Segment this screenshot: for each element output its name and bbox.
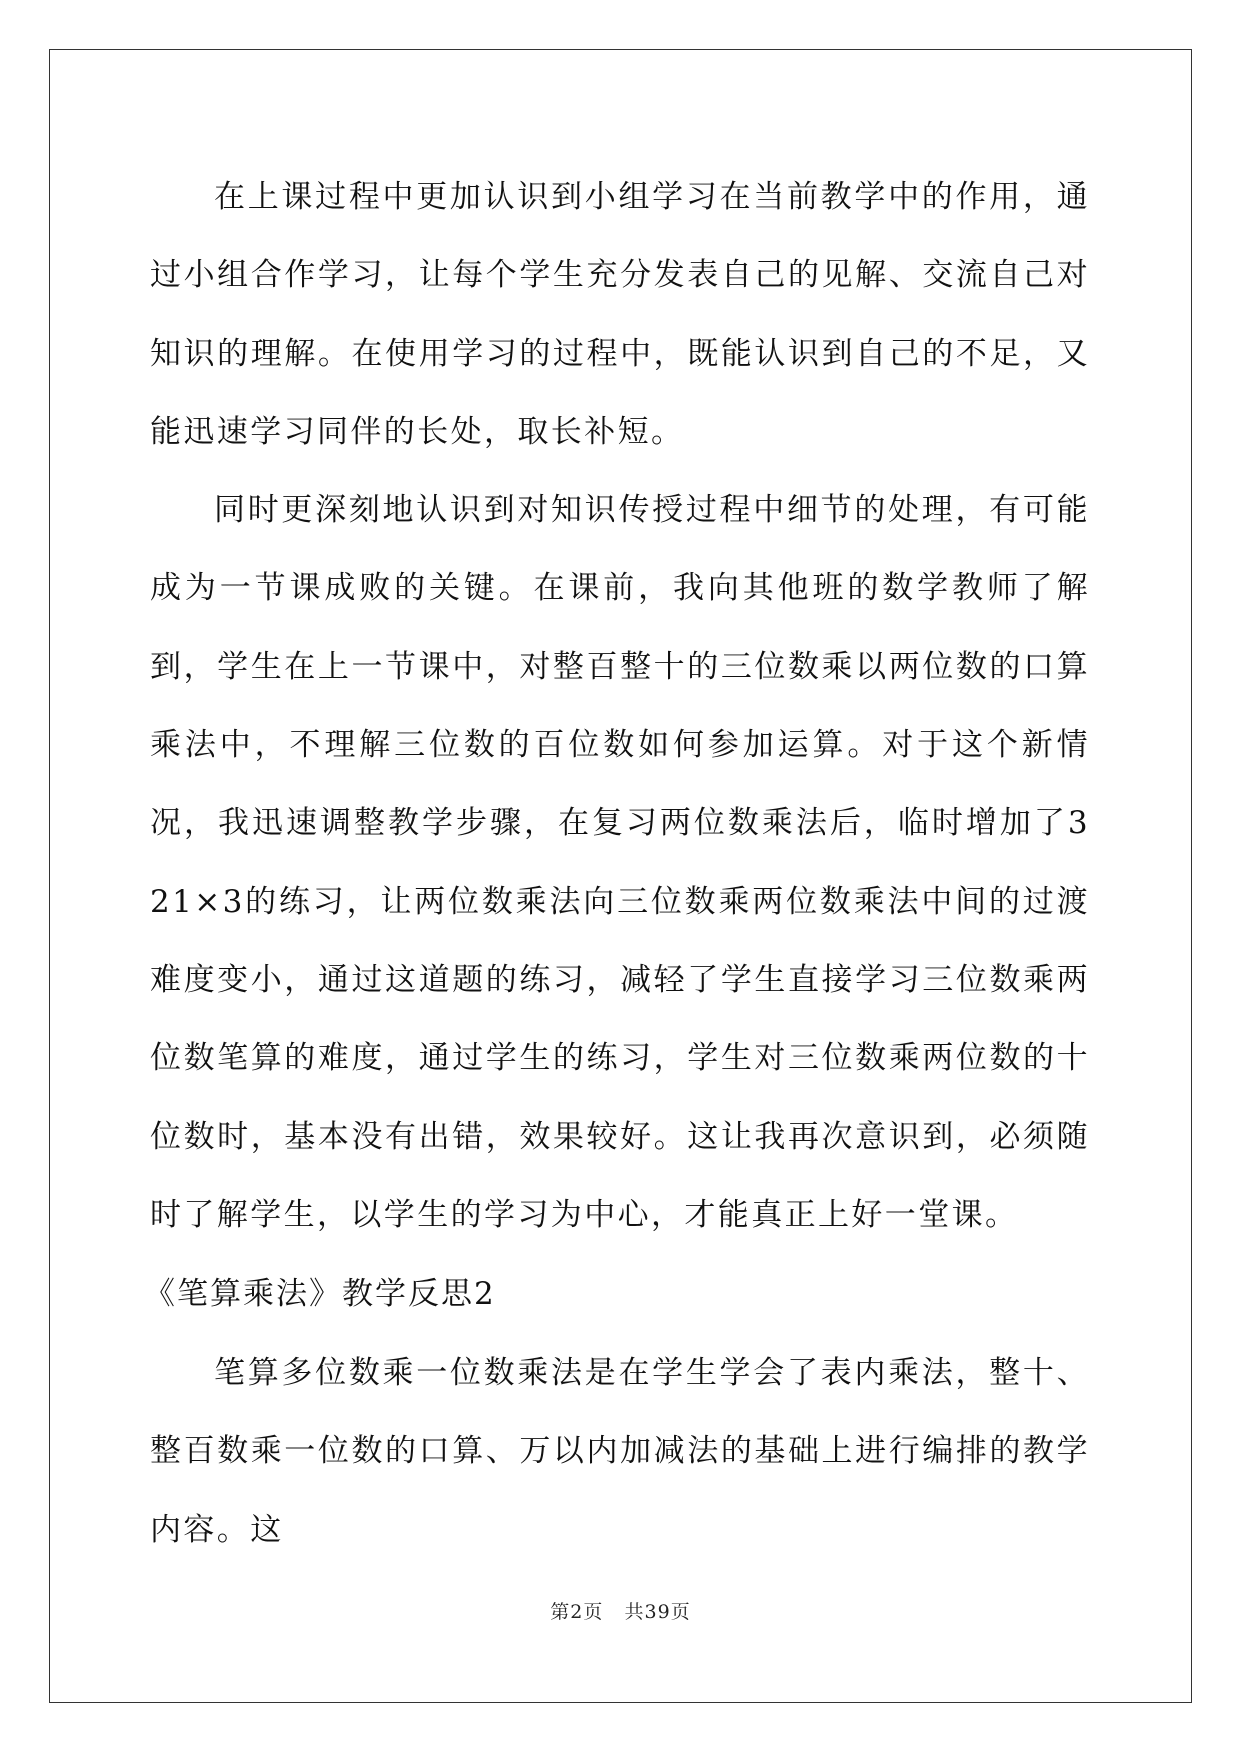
page-number: 第2页 xyxy=(550,1601,604,1623)
paragraph-2: 同时更深刻地认识到对知识传授过程中细节的处理，有可能成为一节课成败的关键。在课前，我向其他班的数学教师了解到，学生在上一节课中，对整百整十的三位数乘以两位数的口算乘法中，不理解三位数的百位数如何参加运算。对于这个新情况，我迅速调整教学步骤，在复习两位数乘法后，临时增加了321×3的练习，让两位数乘法向三位数乘两位数乘法中间的过渡难度变小，通过这道题的练习，减轻了学生直接学习三位数乘两位数笔算的难度，通过学生的练习，学生对三位数乘两位数的十位数时，基本没有出错，效果较好。这让我再次意识到，必须随时了解学生，以学生的学习为中心，才能真正上好一堂课。 xyxy=(150,492,1090,1233)
page-total: 共39页 xyxy=(624,1601,691,1623)
paragraph-3: 笔算多位数乘一位数乘法是在学生学会了表内乘法，整十、整百数乘一位数的口算、万以内加减法的基础上进行编排的教学内容。这 xyxy=(150,1355,1090,1548)
page-footer xyxy=(0,1597,1241,1624)
section-heading: 《笔算乘法》教学反思2 xyxy=(144,1276,496,1313)
paragraph-1: 在上课过程中更加认识到小组学习在当前教学中的作用，通过小组合作学习，让每个学生充分发表自己的见解、交流自己对知识的理解。在使用学习的过程中，既能认识到自己的不足，又能迅速学习同伴的长处，取长补短。 xyxy=(150,179,1090,450)
document-body xyxy=(144,158,1090,1569)
